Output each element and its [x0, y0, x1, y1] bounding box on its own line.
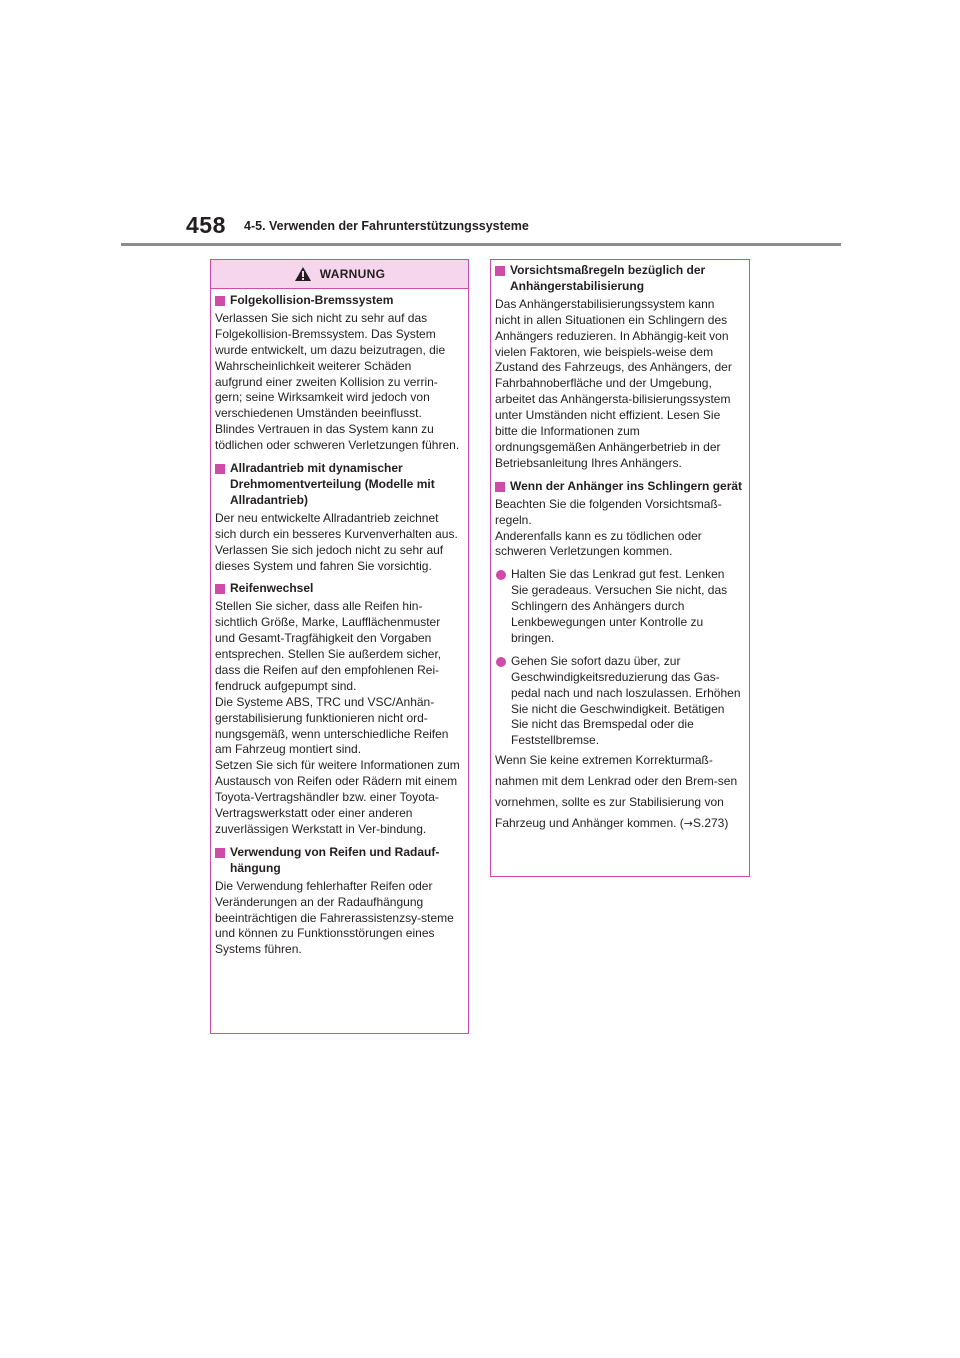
paragraph: Stellen Sie sicher, dass alle Reifen hin-sichtlich Größe, Marke, Laufflächenmuster und Gesamt-Tragfähigkeit den Vorgaben entsprechen. Stellen Sie außerdem sicher, dass die Reifen auf den empfohlenen Rei-fendruck aufgepumpt sind. — [215, 599, 442, 693]
paragraph-final: Wenn Sie keine extremen Korrekturmaß-nahmen mit dem Lenkrad oder den Brem-sen vornehmen, sollte es zur Stabilisierung von Fahrzeug und Anhänger kommen. (→S.273) — [495, 753, 738, 831]
square-bullet-icon — [215, 584, 225, 594]
heading-allradantrieb: Allradantrieb mit dynamischer Drehmomentverteilung (Modelle mit Allradantrieb) — [215, 461, 462, 509]
paragraph: Beachten Sie die folgenden Vorsichtsmaß-regeln. — [495, 496, 722, 527]
heading-radaufhaengung: Verwendung von Reifen und Radauf-hängung — [215, 845, 462, 877]
square-bullet-icon — [495, 482, 505, 492]
warning-header — [211, 260, 468, 289]
paragraph: Anderenfalls kann es zu tödlichen oder schweren Verletzungen kommen. — [495, 528, 702, 559]
square-bullet-icon — [215, 848, 225, 858]
warning-box-left — [210, 259, 469, 1034]
heading-folgekollision: Folgekollision-Bremssystem — [215, 293, 462, 309]
list-item: Halten Sie das Lenkrad gut fest. Lenken Sie geradeaus. Versuchen Sie nicht, das Schlingern des Anhängers durch Lenkbewegungen unter Kontrolle zu bringen. — [495, 567, 743, 647]
arrow-right-icon: → — [683, 817, 693, 831]
paragraph: Setzen Sie sich für weitere Informationen zum Austausch von Reifen oder Rädern mit einem Toyota-Vertragshändler bzw. einer Toyota-Vertragswerkstatt oder einer anderen zuverlässigen Werkstatt in Ver-bindung. — [215, 758, 460, 836]
page-reference-link[interactable]: S.273 — [693, 816, 725, 831]
warning-triangle-icon — [294, 266, 312, 282]
paragraph: Der neu entwickelte Allradantrieb zeichnet sich durch ein besseres Kurvenverhalten aus. Verlassen Sie sich jedoch nicht zu sehr auf dieses System und fahren Sie vorsichtig. — [215, 510, 458, 573]
warning-box-right — [490, 259, 750, 877]
heading-anhaengerstabilisierung: Vorsichtsmaßregeln bezüglich der Anhängerstabilisierung — [495, 263, 743, 295]
section-title: 4-5. Verwenden der Fahrunterstützungssysteme — [244, 219, 529, 233]
page-number: 458 — [186, 212, 226, 238]
square-bullet-icon — [215, 296, 225, 306]
header-divider — [121, 243, 841, 246]
paragraph: Das Anhängerstabilisierungssystem kann nicht in allen Situationen ein Schlingern des Anhängers reduzieren. In Abhängig-keit von vielen Faktoren, wie beispiels-weise dem Zustand des Fahrzeugs, des Anhängers, der Fahrbahnoberfläche und der Umgebung, arbeitet das Anhängersta-bilisierungssystem unter Umständen nicht effizient. Lesen Sie bitte die Informationen zum ordnungsgemäßen Anhängerbetrieb in der Betriebsanleitung Ihres Anhängers. — [495, 296, 732, 470]
round-bullet-icon — [496, 570, 506, 580]
warning-label: WARNUNG — [319, 267, 386, 281]
paragraph: Die Systeme ABS, TRC und VSC/Anhän-gerstabilisierung funktionieren nicht ord-nungsgemäß, wenn unterschiedliche Reifen am Fahrzeug montiert sind. — [215, 694, 449, 757]
warning-content — [491, 260, 749, 834]
list-item: Gehen Sie sofort dazu über, zur Geschwindigkeitsreduzierung das Gas-pedal nach und nach loszulassen. Erhöhen Sie nicht die Geschwindigkeit. Betätigen Sie nicht das Bremspedal oder die Feststellbremse. — [495, 654, 743, 749]
square-bullet-icon — [215, 464, 225, 474]
heading-reifenwechsel: Reifenwechsel — [215, 581, 462, 597]
paragraph: Die Verwendung fehlerhafter Reifen oder Veränderungen an der Radaufhängung beeinträchtigen die Fahrerassistenzsy-steme und können zu Funktionsstörungen eines Systems führen. — [215, 878, 454, 957]
heading-schlingern: Wenn der Anhänger ins Schlingern gerät — [495, 479, 743, 495]
paragraph: Verlassen Sie sich nicht zu sehr auf das Folgekollision-Bremssystem. Das System wurde entwickelt, um dazu beizutragen, die Wahrscheinlichkeit weiterer Schäden aufgrund einer zweiten Kollision zu verrin-gern; seine Wirksamkeit wird jedoch von verschiedenen Umständen beeinflusst. Blindes Vertrauen in das System kann zu tödlichen oder schweren Verletzungen führen. — [215, 310, 460, 453]
square-bullet-icon — [495, 266, 505, 276]
warning-content — [211, 289, 468, 958]
round-bullet-icon — [496, 657, 506, 667]
